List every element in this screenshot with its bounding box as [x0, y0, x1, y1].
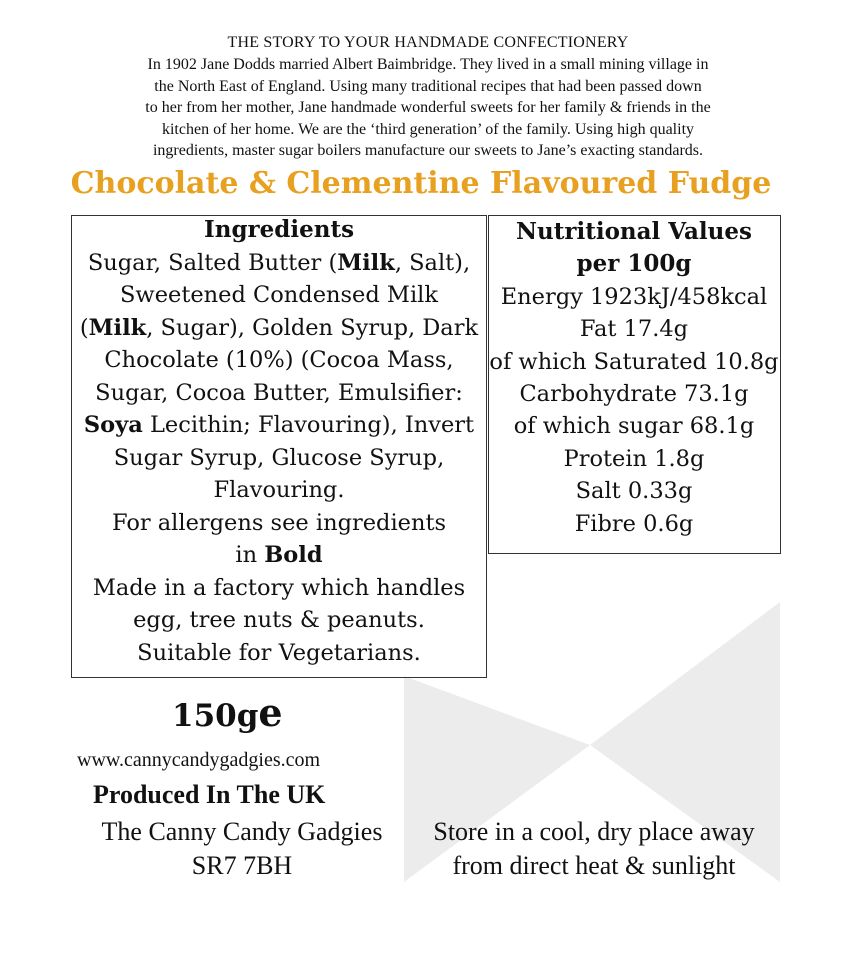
- ingredients-line: Sugar Syrup, Glucose Syrup,: [113, 444, 445, 471]
- allergen-note: in Bold: [235, 542, 323, 568]
- story-line: ingredients, master sugar boilers manufacture our sweets to Jane’s exacting standards.: [152, 142, 704, 159]
- ingredients-line: Flavouring.: [213, 477, 345, 503]
- storage-line: Store in a cool, dry place away: [433, 817, 755, 846]
- nutrition-subheading: per 100g: [576, 250, 692, 278]
- nutrition-row: Energy 1923kJ/458kcal: [500, 283, 768, 310]
- nutrition-heading: Nutritional Values: [516, 218, 752, 245]
- factory-note: Made in a factory which handles: [92, 574, 466, 601]
- website-text: www.cannycandygadgies.com: [77, 749, 321, 771]
- ingredients-line: Chocolate (10%) (Cocoa Mass,: [104, 347, 454, 373]
- storage-line: from direct heat & sunlight: [452, 851, 736, 880]
- storage-instructions: [404, 815, 784, 883]
- company-postcode: SR7 7BH: [191, 851, 293, 880]
- story-text: [68, 54, 788, 162]
- allergen-soya: Soya: [83, 412, 143, 438]
- story-line: In 1902 Jane Dodds married Albert Baimbridge. They lived in a small mining village in: [147, 56, 709, 73]
- vegetarian-note: Suitable for Vegetarians.: [137, 639, 421, 666]
- story-line: kitchen of her home. We are the ‘third generation’ of the family. Using high quality: [161, 120, 695, 138]
- ingredients-line: Sugar, Cocoa Butter, Emulsifier:: [95, 379, 463, 406]
- allergen-milk: Milk: [337, 249, 395, 276]
- nutrition-row: Carbohydrate 73.1g: [519, 381, 749, 408]
- ingredients-panel: [73, 214, 485, 669]
- ingredients-line: Soya Lecithin; Flavouring), Invert: [83, 412, 475, 438]
- ingredients-heading: Ingredients: [203, 216, 355, 243]
- ingredients-line: Sugar, Salted Butter (Milk, Salt),: [87, 249, 471, 276]
- story-line: to her from her mother, Jane handmade wonderful sweets for her family & friends in the: [145, 99, 711, 116]
- nutrition-row: Fibre 0.6g: [574, 510, 694, 537]
- product-name: Chocolate & Clementine Flavoured Fudge: [70, 166, 772, 201]
- estimated-sign: e: [258, 690, 283, 735]
- nutrition-row: Fat 17.4g: [579, 316, 689, 343]
- allergen-milk: Milk: [88, 314, 147, 341]
- allergen-note: For allergens see ingredients: [111, 509, 447, 536]
- story-title: THE STORY TO YOUR HANDMADE CONFECTIONERY: [227, 34, 629, 51]
- company-address: [70, 815, 414, 883]
- story-line: the North East of England. Using many traditional recipes that had been passed down: [154, 77, 702, 95]
- nutrition-row: Salt 0.33g: [575, 478, 693, 505]
- nutrition-panel: [489, 216, 779, 540]
- factory-note: egg, tree nuts & peanuts.: [133, 607, 425, 633]
- net-weight: 150ge: [172, 690, 283, 735]
- ingredients-line: Sweetened Condensed Milk: [120, 282, 438, 308]
- ingredients-line: (Milk, Sugar), Golden Syrup, Dark: [79, 314, 479, 341]
- company-name: The Canny Candy Gadgies: [101, 817, 383, 846]
- nutrition-row: of which Saturated 10.8g: [489, 348, 779, 375]
- nutrition-row: of which sugar 68.1g: [513, 413, 755, 440]
- origin-text: Produced In The UK: [93, 780, 326, 809]
- nutrition-row: Protein 1.8g: [563, 445, 705, 472]
